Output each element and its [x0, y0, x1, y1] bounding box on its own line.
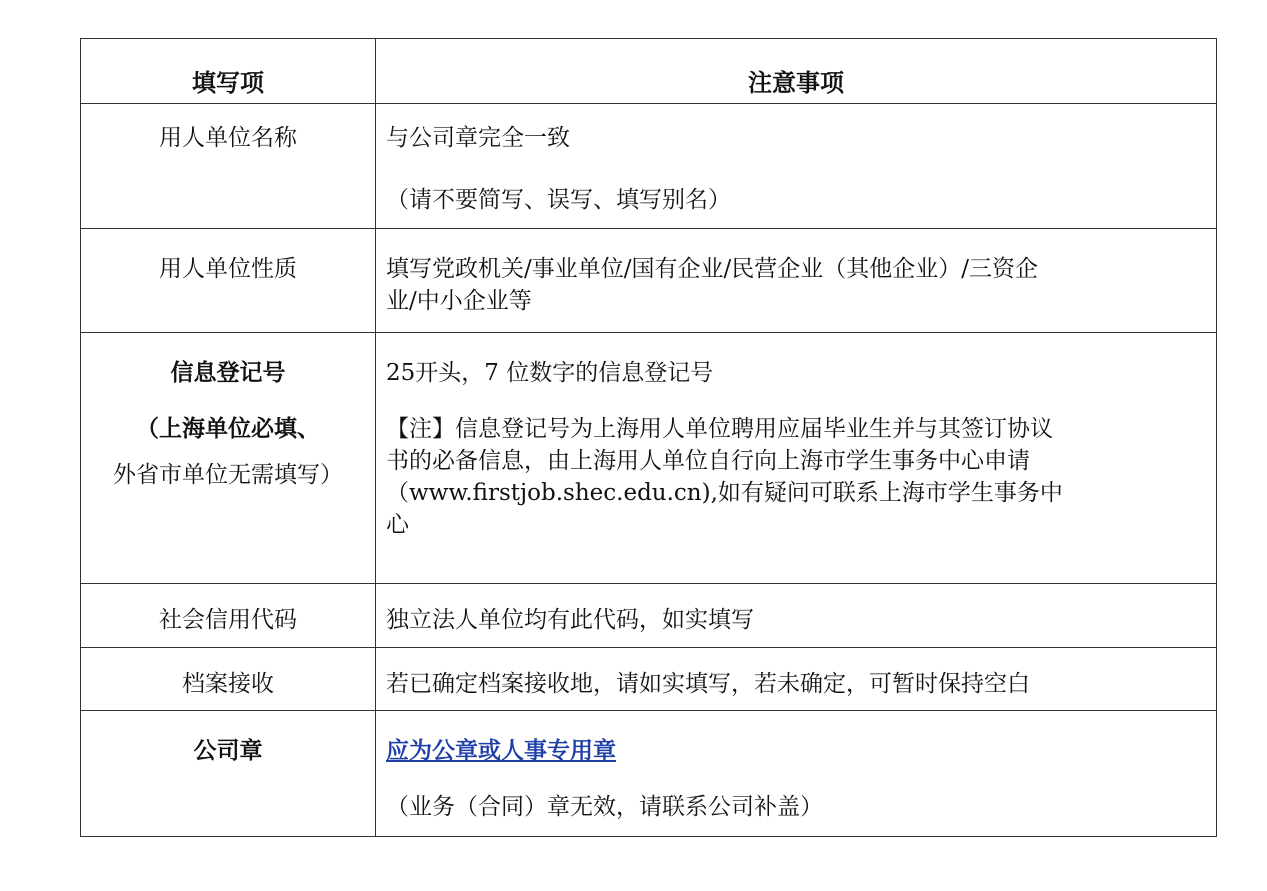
note-line: 独立法人单位均有此代码，如实填写: [386, 607, 754, 633]
note-line: 25开头，7 位数字的信息登记号: [386, 360, 714, 386]
note-line: 书的必备信息，由上海用人单位自行向上海市学生事务中心申请: [386, 448, 1030, 474]
item-cell: [81, 333, 376, 584]
table-row: [81, 584, 1217, 648]
header-item-cell: [81, 39, 376, 104]
item-label: （上海单位必填、: [136, 416, 320, 442]
item-cell: [81, 648, 376, 711]
table-row: [81, 648, 1217, 711]
item-cell: [81, 229, 376, 333]
note-line: （业务（合同）章无效，请联系公司补盖）: [386, 794, 823, 820]
item-cell: [81, 104, 376, 229]
note-cell: [376, 333, 1217, 584]
item-label: 公司章: [193, 738, 263, 764]
note-line: （www.firstjob.shec.edu.cn),如有疑问可联系上海市学生事务中: [386, 480, 1063, 506]
item-label: 用人单位性质: [159, 256, 297, 282]
note-cell: [376, 229, 1217, 333]
table-row: [81, 229, 1217, 333]
note-cell: [376, 711, 1217, 837]
table-row: [81, 333, 1217, 584]
table-row: [81, 104, 1217, 229]
note-line: 业/中小企业等: [386, 288, 532, 314]
item-cell: [81, 711, 376, 837]
note-cell: [376, 584, 1217, 648]
note-line: 若已确定档案接收地，请如实填写，若未确定，可暂时保持空白: [386, 671, 1030, 697]
table-row: [81, 711, 1217, 837]
note-cell: [376, 104, 1217, 229]
note-line: 心: [386, 512, 409, 538]
item-label: 外省市单位无需填写）: [113, 462, 343, 488]
note-cell: [376, 648, 1217, 711]
header-note-cell: [376, 39, 1217, 104]
header-item: 填写项: [192, 69, 264, 97]
note-line: （请不要简写、误写、填写别名）: [386, 187, 731, 213]
note-line: 【注】信息登记号为上海用人单位聘用应届毕业生并与其签订协议: [386, 416, 1053, 442]
header-note: 注意事项: [748, 69, 844, 97]
table-header-row: [81, 39, 1217, 104]
note-line: 与公司章完全一致: [386, 125, 570, 151]
item-label: 档案接收: [182, 671, 274, 697]
requirements-table: [80, 38, 1217, 837]
item-label: 社会信用代码: [159, 607, 297, 633]
stamp-requirement-link[interactable]: 应为公章或人事专用章: [386, 738, 616, 764]
item-label: 用人单位名称: [159, 125, 297, 151]
item-label: 信息登记号: [170, 360, 286, 386]
note-line: 填写党政机关/事业单位/国有企业/民营企业（其他企业）/三资企: [386, 256, 1038, 282]
item-cell: [81, 584, 376, 648]
